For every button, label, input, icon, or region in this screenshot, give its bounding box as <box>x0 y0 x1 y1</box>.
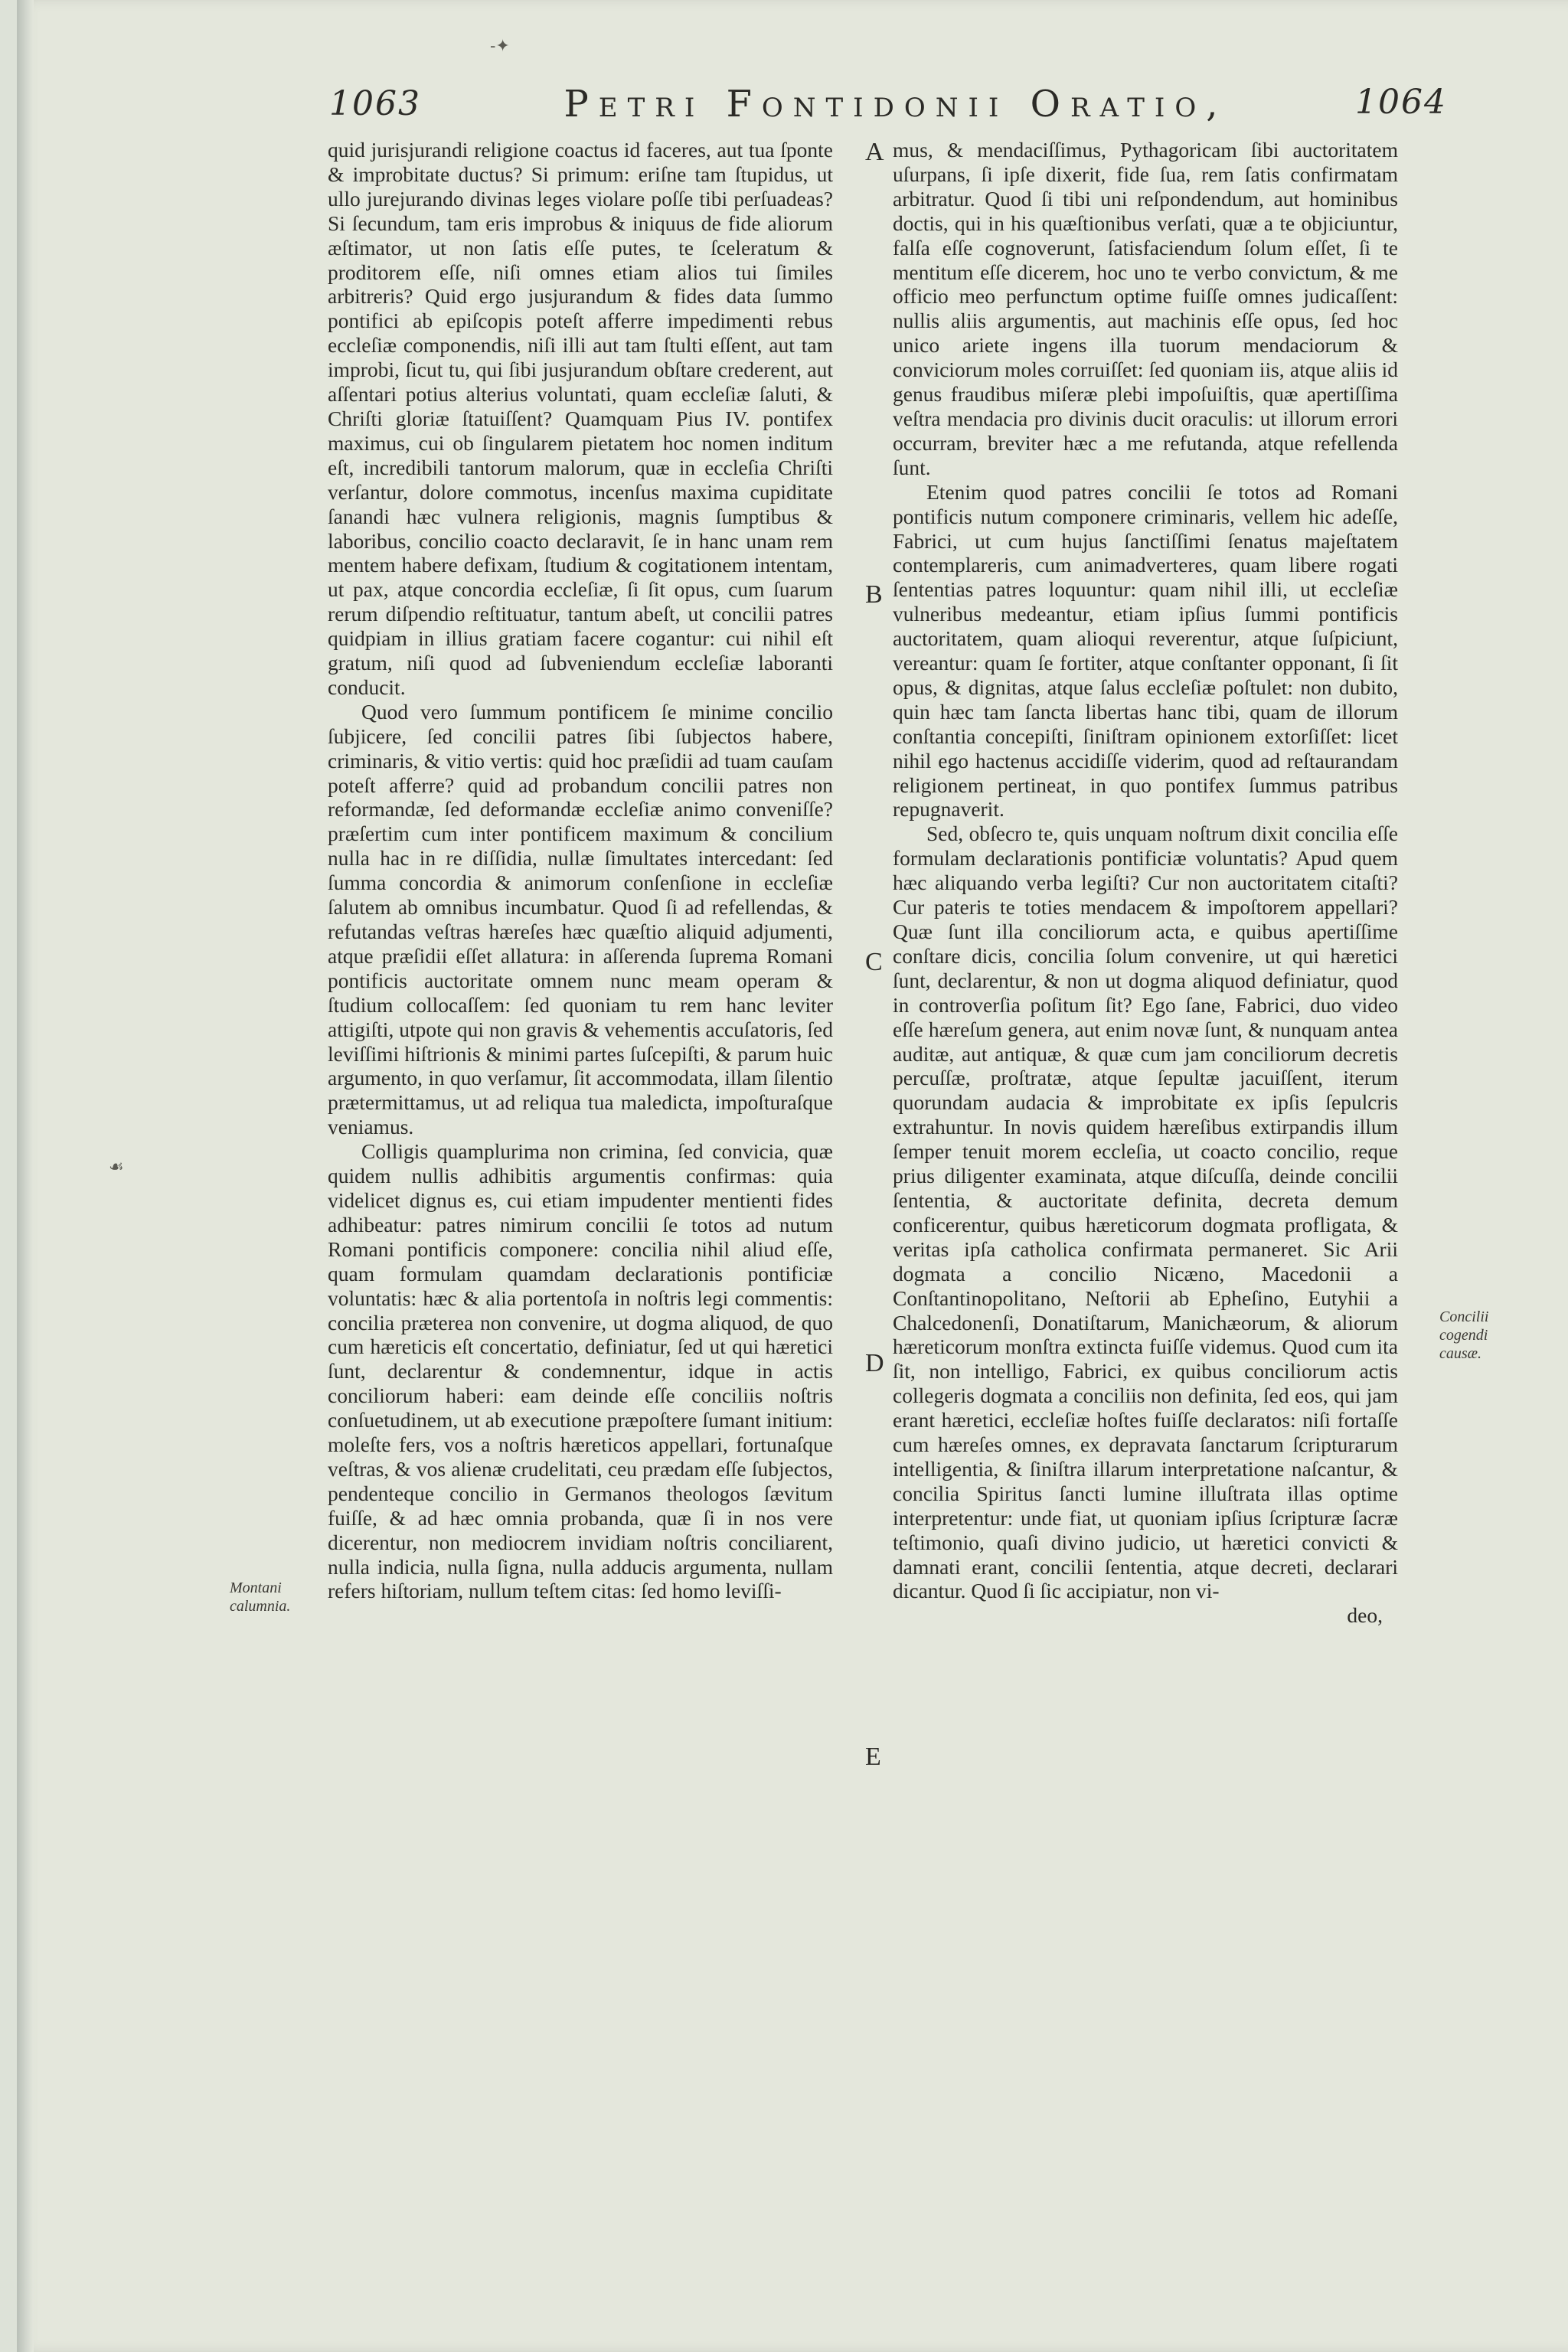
left-paragraph-1: quid jurisjurandi religione coactus id faceres, aut tua ſponte & improbitate ductus? Si primum: eriſne tam ſtupidus, ut ullo jurejurando divinas leges violare poſſe tibi perſuadeas? Si ſecundum, tam eris improbus & iniquus de fide aliorum æſtimator, ut non ſatis eſſe putes, te ſceleratum & proditorem eſſe, niſi omnes etiam alios tui ſimiles arbitreris? Quid ergo jusjurandum & fides data ſummo pontifici ab epiſcopis poteſt afferre impedimenti rebus eccleſiæ componendis, niſi illi aut tam ſtulti eſſent, aut tam improbi, ſicut tu, qui ſibi jusjurandum obſtare crederent, aut aſſentari potius alterius voluntati, quam eccleſiæ ſaluti, & Chriſti gloriæ ſtatuiſſent? Quamquam Pius IV. pontifex maximus, cui ob ſingularem pietatem hoc nomen inditum eſt, incredibili tantorum malorum, quæ in eccleſia Chriſti verſantur, dolore commotus, incenſus maxima cupiditate ſanandi hæc vulnera religionis, magnis ſumptibus & laboribus, concilio coacto declaravit, ſe in hanc unam rem mentem habere defixam, ſtudium & cogitationem intentam, ut pax, atque concordia eccleſiæ, ſi ſit opus, cum ſuarum rerum diſpendio reſtituatur, tantum abeſt, ut concilii patres quidpiam in illius gratiam facere cogantur: cui nihil eſt gratum, niſi quod ad ſubveniendum eccleſiæ laboranti conducit. <box>328 138 833 699</box>
right-paragraph-1: mus, & mendaciſſimus, Pythagoricam ſibi auctoritatem uſurpans, ſi ipſe dixerit, fide ſua, rem ſatis confirmatam arbitratur. Quod ſi tibi uni reſpondendum, aut hominibus doctis, qui in his quæſtionibus verſati, quæ a te objiciuntur, falſa eſſe cognoverunt, ſatisfaciendum ſolum eſſet, ſi te mentitum eſſe dicerem, hoc uno te verbo convictum, & me officio meo perfunctum optime fuiſſe omnes judicaſſent: nullis aliis argumentis, aut machinis eſſe opus, ſed hoc unico ariete ingens illa tuorum mendaciorum & conviciorum moles corruiſſet: ſed quoniam iis, atque aliis id genus fraudibus miſeræ plebi impoſuiſtis, quæ apertiſſima veſtra mendacia pro divinis ducit oraculis: ut illorum errori occurram, breviter hæc a me refutanda, atque refellenda ſunt. <box>893 138 1398 479</box>
section-letter-b: B <box>865 580 883 609</box>
running-title: Petri Fontidonii Oratio, <box>564 83 1228 126</box>
section-letter-c: C <box>865 948 883 976</box>
margin-note-right: Concilii cogendi causæ. <box>1439 1308 1489 1362</box>
left-column <box>328 138 833 1603</box>
page-number-left: 1063 <box>329 84 421 123</box>
left-paragraph-3: Colligis quamplurima non crimina, ſed convicia, quæ quidem nullis adhibitis argumentis confirmas: quia videlicet dignus es, cui etiam impudenter mentienti fides adhibeatur: patres nimirum concilii ſe totos ad nutum Romani pontificis componere: concilia nihil aliud eſſe, quam formulam quamdam declarationis pontificiæ voluntatis: hæc & alia portentoſa in noſtris legi commentis: concilia præterea non convenire, ut dogma aliquod, de quo cum hæreticis eſt concertatio, definiatur, ſed ut qui hæretici ſunt, declarentur & condemnentur, idque in actis conciliorum haberi: eam deinde eſſe conciliis noſtris conſuetudinem, ut ab executione præpoſtere ſumant initium: moleſte fers, vos a noſtris hæreticos appellari, fortunaſque veſtras, & vos alienæ crudelitati, ceu prædam eſſe ſubjectos, pendenteque concilio in Germanos theologos ſævitum fuiſſe, & ad hæc omnia probanda, quæ ſi in nos vere dicerentur, non mediocrem invidiam noſtris conciliarent, nulla indicia, nulla ſigna, nulla adducis argumenta, nullam refers hiſtoriam, nullum teſtem citas: ſed homo leviſſi- <box>328 1139 833 1603</box>
margin-note-left: Montani calumnia. <box>230 1579 291 1615</box>
book-gutter-shadow <box>17 0 34 2352</box>
catchword: deo, <box>1347 1603 1383 1628</box>
ink-blot: ☙ <box>109 1158 124 1177</box>
right-paragraph-2: Etenim quod patres concilii ſe totos ad Romani pontificis nutum componere criminaris, vellem hic adeſſe, Fabrici, ut cum hujus ſanctiſſimi ſenatus majeſtatem contemplareris, cum animadverteres, quam libere rogati ſententias patres loquuntur: quam nihil illi, ut eccleſiæ vulneribus medeantur, etiam ipſius ſummi pontificis auctoritatem, quam alioqui reverentur, atque ſuſpiciunt, vereantur: quam ſe fortiter, atque conſtanter opponant, ſi ſit opus, & dignitas, atque ſalus eccleſiæ poſtulet: non dubito, quin hæc tam ſancta libertas hanc tibi, quam de illorum conſtantia concepiſti, ſiniſtram opinionem extorſiſſet: licet nihil ego hactenus accidiſſe viderim, quod ad reſtaurandam religionem pertineat, in quo pontifex ſummus patribus repugnaverit. <box>893 479 1398 822</box>
section-letter-d: D <box>865 1349 884 1377</box>
section-letter-e: E <box>865 1743 881 1771</box>
ink-speck: -✦ <box>490 37 510 56</box>
page-header <box>0 77 1568 130</box>
left-paragraph-2: Quod vero ſummum pontificem ſe minime concilio ſubjicere, ſed concilii patres ſibi ſubjectos habere, criminaris, & vitio vertis: quid hoc præſidii ad tuam cauſam poteſt afferre? quid ad probandum concilii patres non reformandæ, ſed deformandæ eccleſiæ animo conveniſſe? præſertim cum inter pontificem maximum & concilium nulla hac in re diſſidia, nullæ ſimultates intercedant: ſed ſumma concordia & animorum conſenſione in eccleſiæ ſalutem ab omnibus incumbatur. Quod ſi ad refellendas, & refutandas veſtras hæreſes hæc quæſtio aliquid adjumenti, atque præſidii eſſet allatura: in aſſerenda ſuprema Romani pontificis auctoritate omnem nunc meam operam & ſtudium collocaſſem: ſed quoniam tu rem hanc leviter attigiſti, utpote qui non gravis & vehementis accuſatoris, ſed leviſſimi hiſtrionis & minimi partes ſuſcepiſti, & parum huic argumento, in quo verſamur, ſit accommodata, illam ſilentio prætermittamus, ut ad reliqua tua maledicta, impoſturaſque veniamus. <box>328 699 833 1139</box>
section-letter-a: A <box>865 138 884 166</box>
page-number-right: 1064 <box>1355 83 1447 122</box>
right-paragraph-3: Sed, obſecro te, quis unquam noſtrum dixit concilia eſſe formulam declarationis pontificiæ voluntatis? Apud quem hæc aliquando verba legiſti? Cur non auctoritatem citaſti? Cur pateris te toties mendacem & impoſtorem appellari? Quæ ſunt illa conciliorum acta, e quibus apertiſſime conſtare dicis, concilia ſolum convenire, ut qui hæretici ſunt, declarentur, & non ut dogma aliquod definiatur, quod in controverſia poſitum ſit? Ego ſane, Fabrici, duo video eſſe hæreſum genera, aut enim novæ ſunt, & nunquam antea auditæ, aut antiquæ, & quæ cum jam conciliorum decretis percuſſæ, proſtratæ, atque ſepultæ jacuiſſent, iterum quorundam audacia & improbitate ex ipſis ſepulcris extrahuntur. In novis quidem hæreſibus extirpandis illum ſemper tenuit morem eccleſia, ut coacto concilio, reque prius diligenter examinata, atque diſcuſſa, deinde concilii ſententia, & auctoritate definita, decreta demum conficerentur, quibus hæreticorum dogmata profligata, & veritas ipſa catholica confirmata permaneret. Sic Arii dogmata a concilio Nicæno, Macedonii a Conſtantinopolitano, Neſtorii ab Epheſino, Eutyhii a Chalcedonenſi, Donatiſtarum, Manichæorum, & aliorum hæreticorum monſtra extincta fuiſſe videmus. Quod cum ita ſit, non intelligo, Fabrici, ex quibus conciliorum actis collegeris dogmata a conciliis non definita, ſed eos, qui jam erant hæretici, eccleſiæ hoſtes fuiſſe declaratos: niſi fortaſſe cum hæreſes omnes, ex depravata ſanctarum ſcripturarum intelligentia, & ſiniſtra illarum interpretatione naſcantur, & concilia Spiritus ſancti lumine illuſtrata illas optime interpretentur: unde fiat, ut quoniam ipſius ſcripturæ ſacræ teſtimonio, quaſi divino judicio, ut hæretici convicti & damnati erant, concilii ſententia, atque decreti, declarari dicantur. Quod ſi ſic accipiatur, non vi- <box>893 822 1398 1603</box>
right-column <box>893 138 1398 1628</box>
